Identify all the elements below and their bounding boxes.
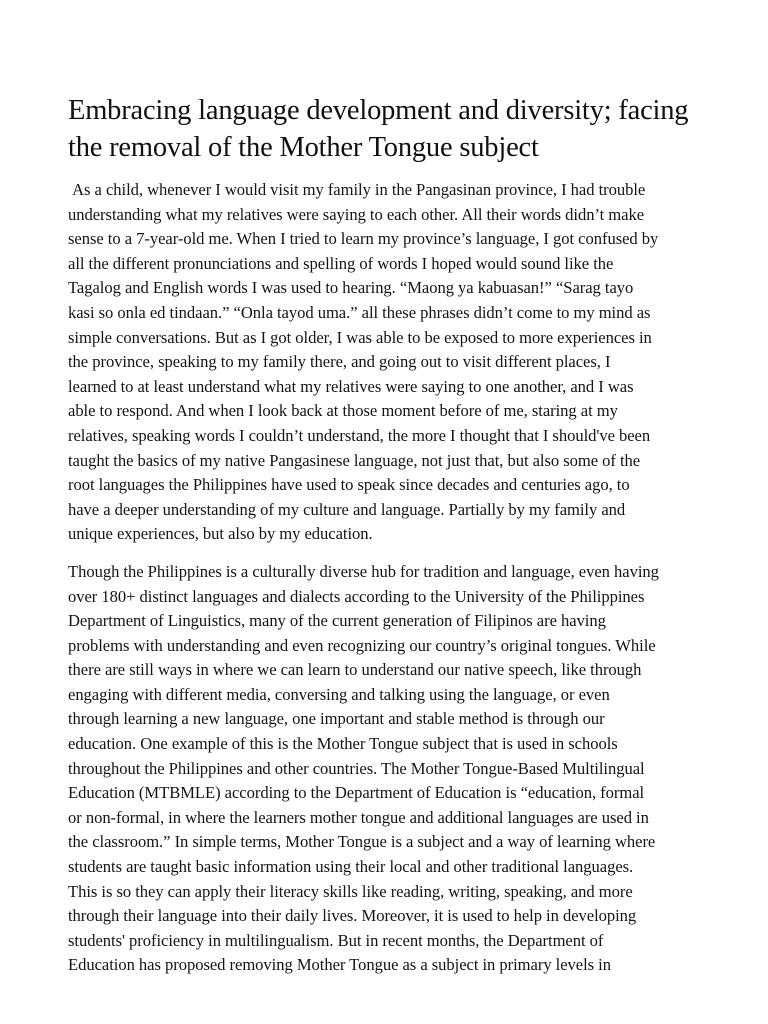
- paragraph-line: there are still ways in where we can learn to understand our native speech, like through: [68, 660, 642, 680]
- paragraph-line: Department of Linguistics, many of the current generation of Filipinos are having: [68, 611, 606, 631]
- paragraph-line: the classroom.” In simple terms, Mother Tongue is a subject and a way of learning where: [68, 832, 656, 852]
- paragraph-line: the province, speaking to my family there, and going out to visit different places, I: [68, 352, 611, 372]
- paragraph-line: simple conversations. But as I got older, I was able to be exposed to more experiences in: [68, 327, 652, 347]
- paragraph-line: students are taught basic information using their local and other traditional languages.: [68, 857, 634, 877]
- paragraph-line: throughout the Philippines and other countries. The Mother Tongue-Based Multilingual: [68, 758, 645, 778]
- paragraph-line: learned to at least understand what my relatives were saying to one another, and I was: [68, 376, 634, 396]
- paragraph-line: Tagalog and English words I was used to hearing. “Maong ya kabuasan!” “Sarag tayo: [68, 278, 634, 298]
- paragraph-line: Education (MTBMLE) according to the Department of Education is “education, formal: [68, 783, 645, 803]
- paragraph-line: unique experiences, but also by my education.: [68, 524, 373, 544]
- document-title: [68, 92, 708, 166]
- paragraph-line: This is so they can apply their literacy skills like reading, writing, speaking, and more: [68, 881, 633, 901]
- paragraph-line: engaging with different media, conversing and talking using the language, or even: [68, 684, 610, 704]
- paragraph-line: through learning a new language, one important and stable method is through our: [68, 709, 605, 729]
- paragraph-line: Though the Philippines is a culturally diverse hub for tradition and language, even having: [68, 561, 659, 581]
- paragraph-line: education. One example of this is the Mother Tongue subject that is used in schools: [68, 734, 618, 754]
- paragraph-line: root languages the Philippines have used to speak since decades and centuries ago, to: [68, 475, 630, 495]
- paragraph-line: As a child, whenever I would visit my family in the Pangasinan province, I had trouble: [68, 180, 646, 199]
- title-line: Embracing language development and diversity; facing: [68, 95, 689, 126]
- paragraph-line: have a deeper understanding of my culture and language. Partially by my family and: [68, 499, 626, 519]
- paragraph-line: or non-formal, in where the learners mother tongue and additional languages are used in: [68, 807, 649, 827]
- paragraph-line: understanding what my relatives were saying to each other. All their words didn’t make: [68, 204, 645, 224]
- document-body: [68, 92, 708, 978]
- paragraph-2: [68, 560, 708, 978]
- paragraph-line: kasi so onla ed tindaan.” “Onla tayod uma.” all these phrases didn’t come to my mind as: [68, 302, 651, 322]
- paragraph-line: Education has proposed removing Mother Tongue as a subject in primary levels in: [68, 955, 611, 975]
- paragraph-line: problems with understanding and even recognizing our country’s original tongues. While: [68, 635, 656, 655]
- paragraph-line: sense to a 7-year-old me. When I tried to learn my province’s language, I got confused by: [68, 229, 659, 249]
- title-line: the removal of the Mother Tongue subject: [68, 132, 539, 163]
- paragraph-line: relatives, speaking words I couldn’t understand, the more I thought that I should've been: [68, 425, 651, 445]
- paragraph-line: able to respond. And when I look back at those moment before of me, staring at my: [68, 401, 618, 421]
- paragraph-line: students' proficiency in multilingualism. But in recent months, the Department of: [68, 930, 604, 950]
- paragraph-line: taught the basics of my native Pangasinese language, not just that, but also some of the: [68, 450, 641, 470]
- paragraph-line: through their language into their daily lives. Moreover, it is used to help in developing: [68, 906, 637, 926]
- paragraph-1: [68, 178, 708, 547]
- paragraph-line: over 180+ distinct languages and dialects according to the University of the Philippines: [68, 586, 645, 606]
- paragraph-line: all the different pronunciations and spelling of words I hoped would sound like the: [68, 253, 614, 273]
